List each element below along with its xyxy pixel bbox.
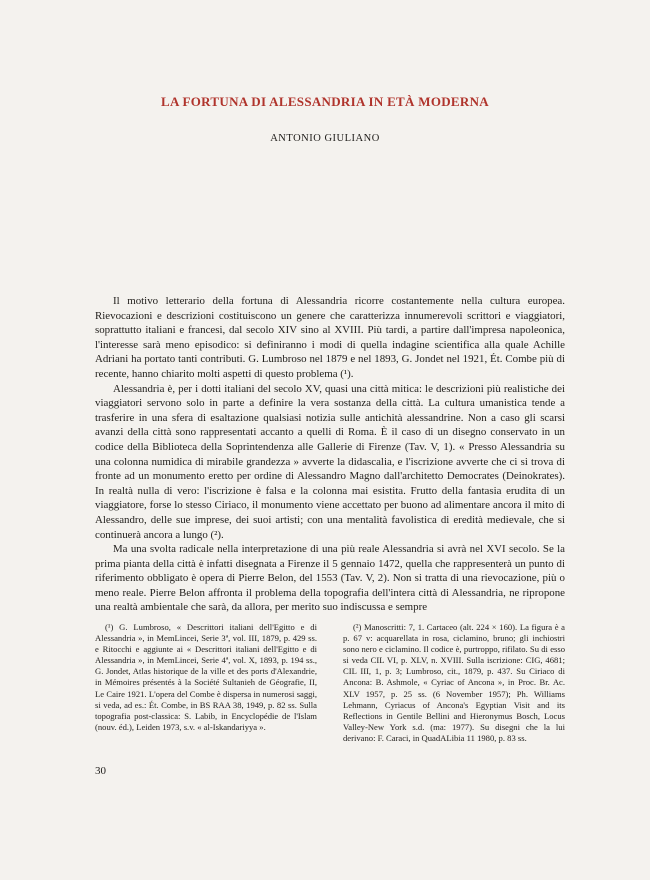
body-paragraph: Ma una svolta radicale nella interpretazione di una più reale Alessandria si avrà nel XVI secolo. Se la prima pianta della città è infatti disegnata a Firenze il 5 gennaio 1472, quella che rappresenterà un punto di riferimento obbligato è opera di Pierre Belon, del 1553 (Tav. V, 2). Non si tratta di una rievocazione, più o meno reale. Pierre Belon affronta il problema della topografia dell'intera città di Alessandria, ne ripropone una realtà ambientale che sarà, da allora, per merito suo indiscussa e sempre (95, 543, 565, 614)
footnote-1: (¹) G. Lumbroso, « Descrittori italiani dell'Egitto e di Alessandria », in MemLincei, Serie 3ª, vol. III, 1879, p. 429 ss. e Ritocchi e aggiunte ai « Descrittori italiani dell'Egitto e di Alessandria », in MemLincei, Serie 4ª, vol. X, 1893, p. 194 ss., G. Jondet, Atlas historique de la ville et des ports d'Alexandrie, in Mémoires présentés à la Société Sultanieh de Géografie, II, Le Caire 1921. L'opera del Combe è dispersa in numerosi saggi, si veda, ad es.: Ét. Combe, in BS RAA 38, 1949, p. 82 ss. Sulla topografia post-classica: S. Labib, in Encyclopédie de l'Islam (nouv. éd.), Leiden 1973, s.v. « al-Iskandariyya ». (95, 622, 317, 732)
footnote-2: (²) Manoscritti: 7, 1. Cartaceo (alt. 224 × 160). La figura è a p. 67 v: acquarellata in rosa, ciclamino, bruno; gli inchiostri sono nero e ciclamino. Il codice è, purtroppo, rifilato. Su di esso si veda CIL VI, p. XLV, n. XVIII. Sulla iscrizione: CIG, 4681; CIL III, 1, p. 3; Lumbroso, cit., 1879, p. 437. Su Ciriaco di Ancona: B. Ashmole, « Cyriac of Ancona », in Proc. Br. Ac. XLV 1957, p. 25 ss. (6 November 1957); Ph. Williams Lehmann, Cyriacus of Ancona's Egyptian Visit and its Reflections in Gentile Bellini and Hieronymus Bosch, Locus Valley-New York s.d. (ma: 1977). Su disegni che la lui derivano: F. Caraci, in QuadALibia 11 1980, p. 83 ss. (343, 622, 565, 743)
body-paragraph: Alessandria è, per i dotti italiani del secolo XV, quasi una città mitica: le descrizioni più realistiche dei viaggiatori servono solo in parte a definire la vera sostanza della città. La cultura umanistica tende a trasferire in una sfera di esaltazione qualsiasi notizia sulle antichità alessandrine. Non a caso gli scarsi avanzi della città sono rappresentati accanto a quelli di Roma. È il caso di un disegno conservato in un codice della Biblioteca della Soprintendenza alle Gallerie di Firenze (Tav. V, 1). « Presso Alessandria su una colonna numidica di mirabile grandezza » avverte la didascalia, e l'iscrizione avverte che ci si trova di fronte ad un monumento eretto per ordine di Alessandro Magno dall'architetto Democrates (Deinokrates). In realtà nulla di vero: l'iscrizione è falsa e la colonna mai esistita. Frutto della fantasia erudita di un viaggiatore, forse lo stesso Ciriaco, il monumento viene accettato per buono ad alimentare ancora il mito di Alessandro, delle sue imprese, dei suoi artisti; con una mentalità favolistica di eredità medievale, che si continuerà ancora a lungo (²). (95, 382, 565, 541)
article-body (95, 294, 565, 615)
footnotes (95, 622, 565, 744)
footnotes-right-column (343, 622, 565, 744)
article-author: ANTONIO GIULIANO (270, 133, 380, 144)
footnotes-left-column (95, 622, 317, 744)
body-paragraph: Il motivo letterario della fortuna di Alessandria ricorre costantemente nella cultura europea. Rievocazioni e descrizioni costituiscono un genere che caratterizza innumerevoli scrittori e viaggiatori, soprattutto italiani e francesi, dal secolo XIV sino al XVIII. Più tardi, a partire dall'impresa napoleonica, l'interesse sarà meno episodico: si definiranno i modi di quella indagine scientifica alla quale Achille Adriani ha portato tanti contributi. G. Lumbroso nel 1879 e nel 1893, G. Jondet nel 1921, Ét. Combe più di recente, hanno chiarito molti aspetti di questo problema (¹). (95, 295, 565, 380)
article-title: LA FORTUNA DI ALESSANDRIA IN ETÀ MODERNA (161, 94, 489, 109)
page-number: 30 (95, 765, 106, 777)
